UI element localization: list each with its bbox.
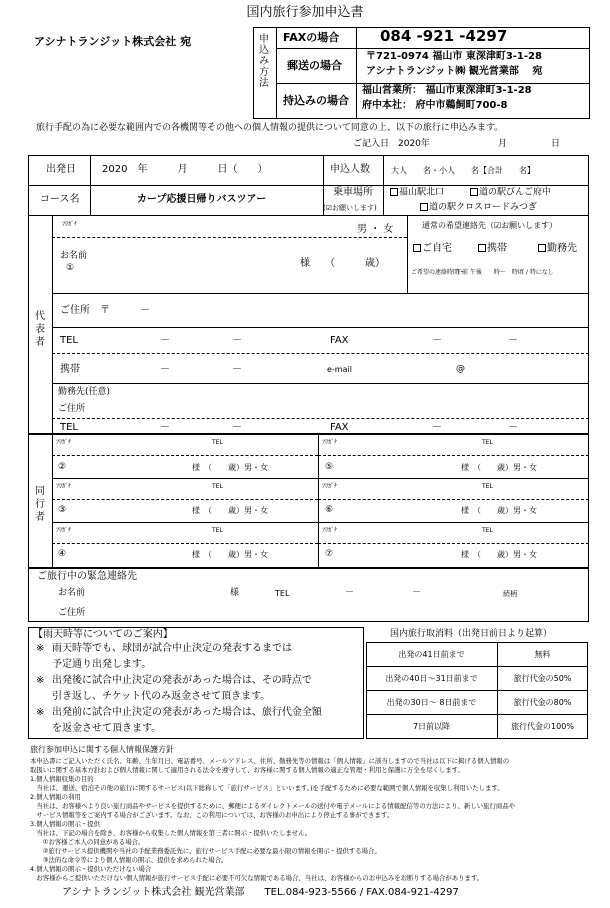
checkbox-icon[interactable] bbox=[470, 188, 478, 196]
entry-date-month: 月 bbox=[498, 139, 508, 149]
rain-notice-title: 【雨天時等についてのご案内】 bbox=[33, 629, 173, 640]
emergency-title: ご旅行中の緊急連絡先 bbox=[37, 571, 137, 582]
footer-contact: アシナトランジット株式会社 観光営業部 TEL.084-923-5566 / FAX.084-921-4297 bbox=[62, 887, 459, 898]
checkbox-icon[interactable] bbox=[478, 244, 486, 252]
tel-label: TEL bbox=[60, 335, 78, 346]
privacy-line: 3.個人情報の開示・提供 bbox=[30, 820, 101, 828]
contact-mobile[interactable]: 携帯 bbox=[478, 244, 507, 254]
bring-label: 持込みの場合 bbox=[283, 94, 349, 107]
privacy-line: 4.個人情報の開示・提供いただけない場合 bbox=[30, 865, 152, 873]
departure-label: 出発日 bbox=[46, 164, 76, 175]
privacy-line: 1.個人情報収集の目的 bbox=[30, 775, 94, 783]
cancel-row-when: 7日前以降 bbox=[412, 722, 451, 731]
contact-time-field[interactable]: 午前 午後 時～ 時頃 / 特になし bbox=[456, 269, 554, 276]
office-fukuyama: 福山営業所： 福山市東深津町3-1-28 bbox=[362, 85, 532, 96]
emergency-name-label: お名前 bbox=[58, 588, 86, 598]
work-label: 勤務先(任意) bbox=[58, 387, 111, 397]
rain-notice-3: 出発前に試合中止決定の発表があった場合は、旅行代金全額 bbox=[52, 707, 322, 718]
cancel-row-when: 出発の41日前まで bbox=[398, 650, 465, 659]
privacy-line: 当社は、下記の場合を除き、お客様から収集した個人情報を第三者に開示・提供いたしません。 bbox=[30, 829, 312, 837]
email-at: @ bbox=[456, 364, 465, 374]
course-label: コース名 bbox=[40, 194, 80, 205]
mobile-label: 携帯 bbox=[60, 364, 80, 375]
cancel-title: 国内旅行取消料（出発日前日より起算） bbox=[390, 629, 553, 639]
contact-time-label: ご希望の連絡時間・ bbox=[411, 269, 466, 276]
privacy-line: お客様からご提供いただけない個人情報が旅行サービス手配に必要不可欠な情報である場合、当社は、お客様からのお申込みをお断りする場合があります。 bbox=[30, 874, 484, 882]
privacy-line: ③法的な命令等により個人情報の開示、提供を求められた場合。 bbox=[30, 856, 228, 864]
entry-date-year: 2020年 bbox=[398, 139, 430, 149]
boarding-option-fukuyama[interactable]: 福山駅北口 bbox=[390, 188, 444, 198]
cancel-row-fee: 無料 bbox=[534, 650, 551, 659]
privacy-line: 当社は、運送、宿泊その他の旅行に関するサービス(以下総称して「旅行サービス」といいます。)を手配するために必要な範囲で個人情報を収集し利用いたします。 bbox=[30, 784, 504, 792]
name-sama-age: 様 （ 歳） bbox=[300, 258, 385, 269]
checkbox-icon[interactable] bbox=[538, 244, 546, 252]
cancel-row-fee: 旅行代金の100% bbox=[511, 722, 574, 731]
method-header: 申込み方法 bbox=[259, 34, 269, 89]
departure-date-field[interactable]: 2020 年 月 日（ ） bbox=[102, 164, 268, 175]
privacy-line: ①お客様ご本人の同意がある場合。 bbox=[30, 838, 145, 846]
name-label: お名前 bbox=[60, 251, 88, 261]
checkbox-icon[interactable] bbox=[390, 188, 398, 196]
contact-work[interactable]: 勤務先 bbox=[538, 244, 577, 254]
page-title: 国内旅行参加申込書 bbox=[246, 5, 364, 20]
address-field[interactable]: ご住所 〒 － bbox=[60, 305, 150, 316]
cancel-row-fee: 旅行代金の50% bbox=[513, 674, 572, 683]
emergency-name-field[interactable] bbox=[85, 585, 225, 601]
privacy-line: 本申込書にご記入いただく氏名、年齢、生年月日、電話番号、メールアドレス、住所、勤務先等の情報は「個人情報」に該当しますので当社は以下に掲げる個人情報の bbox=[30, 757, 510, 765]
emergency-relation-label: 続柄 bbox=[503, 590, 517, 598]
privacy-line: 2.個人情報の利用 bbox=[30, 793, 81, 801]
cancel-row-when: 出発の30日～ 8日前まで bbox=[386, 698, 477, 707]
privacy-title: 旅行参加申込に関する個人情報保護方針 bbox=[30, 745, 174, 754]
privacy-line: サービス情報等をご案内する場合がございます。なお、この利用については、お客様のお申出により停止する事ができます。 bbox=[30, 811, 394, 819]
boarding-option-bingo-fuchu[interactable]: 道の駅びんご府中 bbox=[470, 188, 551, 198]
rain-notice-1: 雨天時等でも、球団が試合中止決定の発表するまでは bbox=[52, 643, 292, 654]
addressee: アシナトランジット株式会社 宛 bbox=[34, 35, 192, 48]
furigana-label: ﾌﾘｶﾞﾅ bbox=[62, 221, 78, 228]
agreement-text: 旅行手配の為に必要な範囲内での各機関等その他への個人情報の提供について同意の上、以下の旅行に申込みます。 bbox=[36, 123, 504, 133]
work-tel-label: TEL bbox=[60, 422, 78, 433]
mail-label: 郵送の場合 bbox=[287, 59, 342, 72]
boarding-label: 乗車場所 bbox=[333, 187, 373, 198]
office-fuchu: 府中本社： 府中市鵜飼町700-8 bbox=[362, 100, 508, 111]
contact-home[interactable]: ご自宅 bbox=[413, 244, 452, 254]
emergency-address-field[interactable]: ご住所 bbox=[58, 608, 86, 618]
work-address-field[interactable]: ご住所 bbox=[58, 404, 86, 414]
course-name: カープ応援日帰りバスツアー bbox=[137, 194, 267, 205]
name-number: ① bbox=[66, 263, 75, 273]
checkbox-icon[interactable] bbox=[420, 203, 428, 211]
contact-pref-title: 通常の希望連絡先（☑お願いします） bbox=[422, 221, 558, 230]
privacy-line: 取扱いに関する基本方針および個人情報に関して適用される法令を遵守して、お客様に関する個人情報の適正な管理・利用と保護に万全を尽くします。 bbox=[30, 766, 464, 774]
boarding-note: (☑お願いします) bbox=[323, 204, 377, 212]
representative-name-field[interactable] bbox=[120, 246, 290, 270]
fax-label: FAXの場合 bbox=[283, 31, 340, 44]
emergency-tel-label: TEL bbox=[275, 589, 290, 598]
cancel-row-fee: 旅行代金の80% bbox=[513, 698, 572, 707]
checkbox-icon[interactable] bbox=[413, 244, 421, 252]
privacy-line: 当社は、お客様へより良い旅行商品やサービスを提供するために、郵便によるダイレクトメールの送付や電子メールによる情報配信等の方法により、新しい旅行商品や bbox=[30, 802, 516, 810]
participant-count-field[interactable]: 大人 名・小人 名【合計 名】 bbox=[391, 166, 535, 175]
email-label: e-mail bbox=[327, 365, 352, 374]
work-fax-label: FAX bbox=[330, 422, 349, 433]
privacy-line: ②旅行サービス提供機関や当社の手配業務委託先に、旅行サービス手配に必要な最小限の情報を開示・提供する場合。 bbox=[30, 847, 381, 855]
fax-field-label: FAX bbox=[330, 335, 349, 346]
representative-label: 代表者 bbox=[35, 311, 45, 348]
cancel-row-when: 出発の40日～31日前まで bbox=[385, 674, 478, 683]
companions-label: 同行者 bbox=[35, 486, 45, 523]
gender-select[interactable]: 男 ・ 女 bbox=[357, 224, 394, 235]
entry-date-label: ご記入日 bbox=[353, 139, 390, 149]
emergency-sama: 様 bbox=[230, 588, 240, 598]
entry-date-day: 日 bbox=[551, 139, 561, 149]
boarding-option-mitsugi[interactable]: 道の駅クロスロードみつぎ bbox=[420, 203, 537, 213]
rain-notice-2: 出発後に試合中止決定の発表があった場合は、その時点で bbox=[52, 675, 312, 686]
count-label: 申込人数 bbox=[330, 164, 370, 175]
fax-number: 084 -921 -4297 bbox=[380, 27, 508, 45]
mail-recipient: アシナトランジット㈱ 観光営業部 宛 bbox=[366, 66, 543, 77]
mail-address: 〒721-0974 福山市 東深津町3-1-28 bbox=[366, 51, 542, 62]
